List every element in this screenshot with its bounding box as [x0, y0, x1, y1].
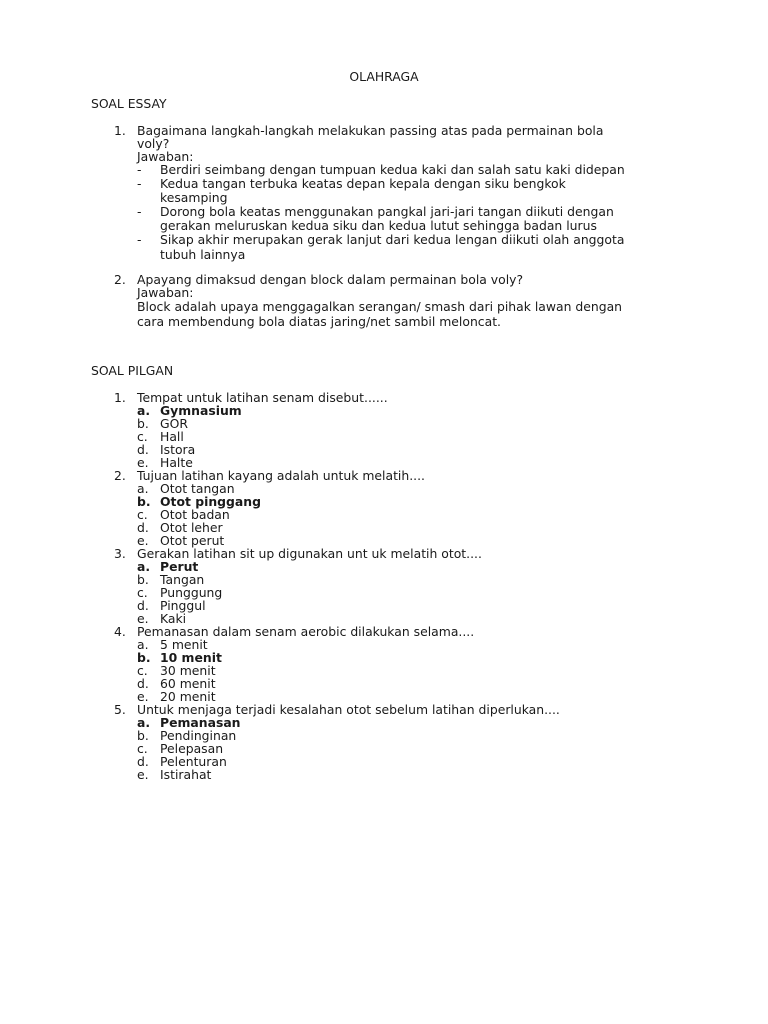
bullet-dash: -: [137, 204, 142, 219]
option-text-correct: Perut: [160, 559, 199, 574]
option-text-correct: Gymnasium: [160, 403, 242, 418]
option-text: Otot perut: [160, 533, 225, 548]
option-letter: d.: [137, 754, 149, 769]
question-number: 1.: [114, 390, 126, 405]
option-letter: d.: [137, 442, 149, 457]
option-text: GOR: [160, 416, 188, 431]
option-text: 5 menit: [160, 637, 208, 652]
essay-question-line: voly?: [137, 136, 170, 151]
question-text: Tempat untuk latihan senam disebut......: [137, 390, 388, 405]
option-text: Hall: [160, 429, 184, 444]
answer-bullet-line: gerakan meluruskan kedua siku dan kedua lutut sehingga badan lurus: [160, 218, 597, 233]
essay-question-line: Apayang dimaksud dengan block dalam permainan bola voly?: [137, 272, 524, 287]
option-letter: b.: [137, 416, 149, 431]
option-text: Halte: [160, 455, 193, 470]
option-text-correct: Pemanasan: [160, 715, 241, 730]
option-text-correct: Otot pinggang: [160, 494, 261, 509]
option-text: Pelenturan: [160, 754, 227, 769]
option-letter: b.: [137, 728, 149, 743]
option-letter: e.: [137, 533, 149, 548]
question-text: Tujuan latihan kayang adalah untuk melatih....: [137, 468, 425, 483]
option-letter: d.: [137, 598, 149, 613]
option-text: 60 menit: [160, 676, 216, 691]
question-number: 4.: [114, 624, 126, 639]
question-text: Untuk menjaga terjadi kesalahan otot sebelum latihan diperlukan....: [137, 702, 560, 717]
bullet-dash: -: [137, 232, 142, 247]
option-text: Pinggul: [160, 598, 206, 613]
option-letter: e.: [137, 767, 149, 782]
option-letter: b.: [137, 494, 151, 509]
question-number: 2.: [114, 468, 126, 483]
option-text: Istirahat: [160, 767, 212, 782]
answer-bullet-line: Kedua tangan terbuka keatas depan kepala dengan siku bengkok: [160, 176, 566, 191]
option-letter: a.: [137, 715, 151, 730]
answer-label: Jawaban:: [137, 149, 194, 164]
option-text: 30 menit: [160, 663, 216, 678]
pilgan-heading: SOAL PILGAN: [91, 363, 174, 378]
option-text: Otot badan: [160, 507, 230, 522]
essay-question-line: Bagaimana langkah-langkah melakukan passing atas pada permainan bola: [137, 123, 604, 138]
question-number: 5.: [114, 702, 126, 717]
option-text: Kaki: [160, 611, 187, 626]
option-letter: c.: [137, 507, 148, 522]
option-letter: b.: [137, 650, 151, 665]
answer-bullet-line: Sikap akhir merupakan gerak lanjut dari kedua lengan diikuti olah anggota: [160, 232, 625, 247]
answer-bullet-line: Berdiri seimbang dengan tumpuan kedua kaki dan salah satu kaki didepan: [160, 162, 625, 177]
option-letter: c.: [137, 429, 148, 444]
answer-bullet-line: tubuh lainnya: [160, 247, 246, 262]
document-title: OLAHRAGA: [349, 69, 419, 84]
question-text: Pemanasan dalam senam aerobic dilakukan selama....: [137, 624, 475, 639]
option-letter: e.: [137, 611, 149, 626]
bullet-dash: -: [137, 176, 142, 191]
option-letter: e.: [137, 455, 149, 470]
option-text: 20 menit: [160, 689, 216, 704]
option-letter: d.: [137, 520, 149, 535]
bullet-dash: -: [137, 162, 142, 177]
option-letter: c.: [137, 663, 148, 678]
option-letter: a.: [137, 403, 151, 418]
essay-number: 2.: [114, 272, 126, 287]
answer-label: Jawaban:: [137, 285, 194, 300]
option-letter: d.: [137, 676, 149, 691]
option-text: Otot leher: [160, 520, 223, 535]
option-letter: c.: [137, 585, 148, 600]
option-text: Punggung: [160, 585, 223, 600]
answer-bullet-line: Dorong bola keatas menggunakan pangkal jari-jari tangan diikuti dengan: [160, 204, 614, 219]
option-text: Tangan: [160, 572, 205, 587]
option-letter: a.: [137, 559, 151, 574]
option-text: Pendinginan: [160, 728, 237, 743]
option-text: Otot tangan: [160, 481, 235, 496]
question-text: Gerakan latihan sit up digunakan unt uk melatih otot....: [137, 546, 482, 561]
option-letter: c.: [137, 741, 148, 756]
option-letter: a.: [137, 481, 149, 496]
answer-line: cara membendung bola diatas jaring/net sambil meloncat.: [137, 314, 501, 329]
answer-bullet-line: kesamping: [160, 190, 228, 205]
answer-line: Block adalah upaya menggagalkan serangan/ smash dari pihak lawan dengan: [137, 299, 623, 314]
essay-heading: SOAL ESSAY: [91, 96, 167, 111]
essay-number: 1.: [114, 123, 126, 138]
option-text-correct: 10 menit: [160, 650, 222, 665]
option-text: Pelepasan: [160, 741, 224, 756]
option-text: Istora: [160, 442, 196, 457]
option-letter: b.: [137, 572, 149, 587]
option-letter: a.: [137, 637, 149, 652]
option-letter: e.: [137, 689, 149, 704]
question-number: 3.: [114, 546, 126, 561]
